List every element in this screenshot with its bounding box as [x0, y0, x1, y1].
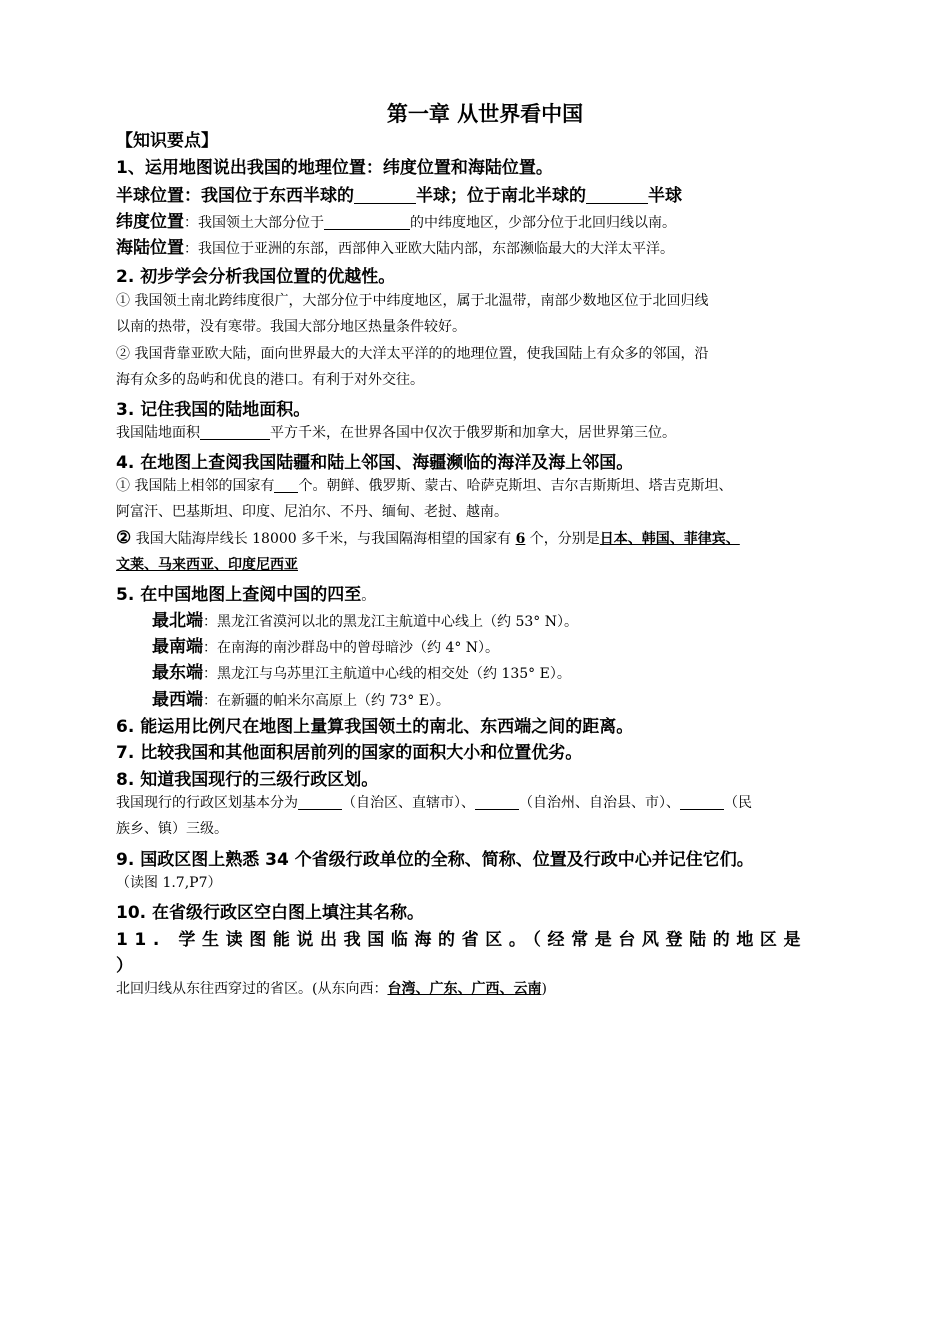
- s5-east-text: ：黑龙江与乌苏里江主航道中心线的相交处（约 135° E）。: [203, 666, 571, 682]
- s3-a: 我国陆地面积: [116, 425, 200, 441]
- s8-blank-3[interactable]: [680, 794, 724, 810]
- s1-hemi-blank-2[interactable]: [586, 185, 648, 204]
- s4-p2-line1: [116, 528, 740, 548]
- s4-p1-line2: 阿富汗、巴基斯坦、印度、尼泊尔、不丹、缅甸、老挝、越南。: [116, 504, 508, 520]
- s11-b: ): [541, 981, 547, 997]
- s5-south-label: 最南端: [152, 637, 203, 657]
- s1-sea-label: 海陆位置: [116, 238, 184, 258]
- s8-b: （自治区、直辖市）、: [342, 795, 475, 811]
- s1-lat-label: 纬度位置: [116, 212, 184, 232]
- s1-hemi-b: 半球；位于南北半球的: [416, 186, 586, 206]
- s4-neighbor-count-blank[interactable]: [274, 477, 298, 493]
- s5-heading-a: 5. 在中国地图上查阅中国的四至: [116, 585, 362, 605]
- s3-b: 平方千米，在世界各国中仅次于俄罗斯和加拿大，居世界第三位。: [270, 425, 676, 441]
- s3-heading: 3. 记住我国的陆地面积。: [116, 400, 311, 420]
- s5-west-label: 最西端: [152, 690, 203, 710]
- s11-heading-line2: ）: [116, 956, 133, 976]
- s8-line1: [116, 792, 752, 812]
- s5-west-line: [152, 685, 450, 710]
- s5-east-line: [152, 658, 571, 683]
- s11-heading-line1: 11. 学生读图能说出我国临海的省区。（经常是台风登陆的地区是: [116, 930, 808, 950]
- s8-line2: 族乡、镇）三级。: [116, 821, 228, 837]
- s11-tropic-line: [116, 978, 547, 998]
- s2-heading: 2. 初步学会分析我国位置的优越性。: [116, 267, 396, 287]
- s1-hemisphere-line: [116, 181, 682, 206]
- s10-heading: 10. 在省级行政区空白图上填注其名称。: [116, 903, 425, 923]
- s3-area-line: [116, 422, 676, 442]
- s2-p2-line2: 海有众多的岛屿和优良的港口。有利于对外交往。: [116, 372, 424, 388]
- s2-p2-line1: ② 我国背靠亚欧大陆，面向世界最大的大洋太平洋的的地理位置，使我国陆上有众多的邻国，沿: [116, 346, 709, 362]
- s4-p2-count: 6: [515, 531, 526, 547]
- s1-heading: 1、运用地图说出我国的地理位置：纬度位置和海陆位置。: [116, 158, 553, 178]
- s1-lat-b: 的中纬度地区，少部分位于北回归线以南。: [410, 215, 676, 231]
- s1-hemi-c: 半球: [648, 186, 682, 206]
- chapter-title: 第一章 从世界看中国: [386, 102, 584, 126]
- knowledge-header: 【知识要点】: [116, 131, 218, 151]
- s4-p1-a: ① 我国陆上相邻的国家有: [116, 478, 275, 494]
- s5-heading: [116, 580, 375, 605]
- s3-area-blank[interactable]: [200, 424, 270, 440]
- s1-lat-blank[interactable]: [324, 212, 410, 230]
- s8-a: 我国现行的行政区划基本分为: [116, 795, 298, 811]
- s1-hemi-a: 半球位置：我国位于东西半球的: [116, 186, 354, 206]
- s5-north-label: 最北端: [152, 611, 203, 631]
- s8-c: （自治州、自治县、市）、: [519, 795, 680, 811]
- s11-provinces: 台湾、广东、广西、云南: [387, 981, 542, 997]
- s9-heading: 9. 国政区图上熟悉 34 个省级行政单位的全称、简称、位置及行政中心并记住它们。: [116, 850, 754, 870]
- s1-hemi-blank-1[interactable]: [354, 185, 416, 204]
- s5-north-text: ：黑龙江省漠河以北的黑龙江主航道中心线上（约 53° N）。: [203, 614, 578, 630]
- s5-north-line: [152, 606, 578, 631]
- s8-heading: 8. 知道我国现行的三级行政区划。: [116, 770, 379, 790]
- s2-p1-line2: 以南的热带，没有寒带。我国大部分地区热量条件较好。: [116, 319, 466, 335]
- s5-heading-b: 。: [361, 588, 376, 604]
- s4-p2-countries1: 日本、韩国、菲律宾、: [599, 531, 740, 547]
- s5-west-text: ：在新疆的帕米尔高原上（约 73° E）。: [203, 693, 450, 709]
- s5-south-text: ：在南海的南沙群岛中的曾母暗沙（约 4° N）。: [203, 640, 500, 656]
- s8-blank-2[interactable]: [475, 794, 519, 810]
- s4-p2-countries2: 文莱、马来西亚、印度尼西亚: [116, 557, 298, 573]
- s8-blank-1[interactable]: [298, 794, 342, 810]
- s1-latitude-line: [116, 207, 676, 232]
- s4-p1-line1: [116, 475, 732, 495]
- s2-p1-line1: ① 我国领土南北跨纬度很广，大部分位于中纬度地区，属于北温带，南部少数地区位于北回归线: [116, 293, 709, 309]
- s4-heading: 4. 在地图上查阅我国陆疆和陆上邻国、海疆濒临的海洋及海上邻国。: [116, 453, 634, 473]
- s4-p2-b: 个，分别是: [525, 531, 600, 547]
- s6-heading: 6. 能运用比例尺在地图上量算我国领土的南北、东西端之间的距离。: [116, 717, 634, 737]
- s8-d: （民: [724, 795, 752, 811]
- s5-east-label: 最东端: [152, 663, 203, 683]
- s5-south-line: [152, 632, 499, 657]
- s4-p2-num: ②: [116, 528, 132, 548]
- s1-sea-text: ：我国位于亚洲的东部，西部伸入亚欧大陆内部，东部濒临最大的大洋太平洋。: [184, 241, 674, 257]
- s1-lat-a: ：我国领土大部分位于: [184, 215, 324, 231]
- s1-sea-line: [116, 233, 674, 258]
- s7-heading: 7. 比较我国和其他面积居前列的国家的面积大小和位置优劣。: [116, 743, 583, 763]
- s4-p1-b: 个。朝鲜、俄罗斯、蒙古、哈萨克斯坦、吉尔吉斯斯坦、塔吉克斯坦、: [298, 478, 733, 494]
- s4-p2-a: 我国大陆海岸线长 18000 多千米，与我国隔海相望的国家有: [131, 531, 516, 547]
- s9-note: （读图 1.7,P7）: [116, 875, 222, 891]
- s11-a: 北回归线从东往西穿过的省区。(从东向西：: [116, 981, 388, 997]
